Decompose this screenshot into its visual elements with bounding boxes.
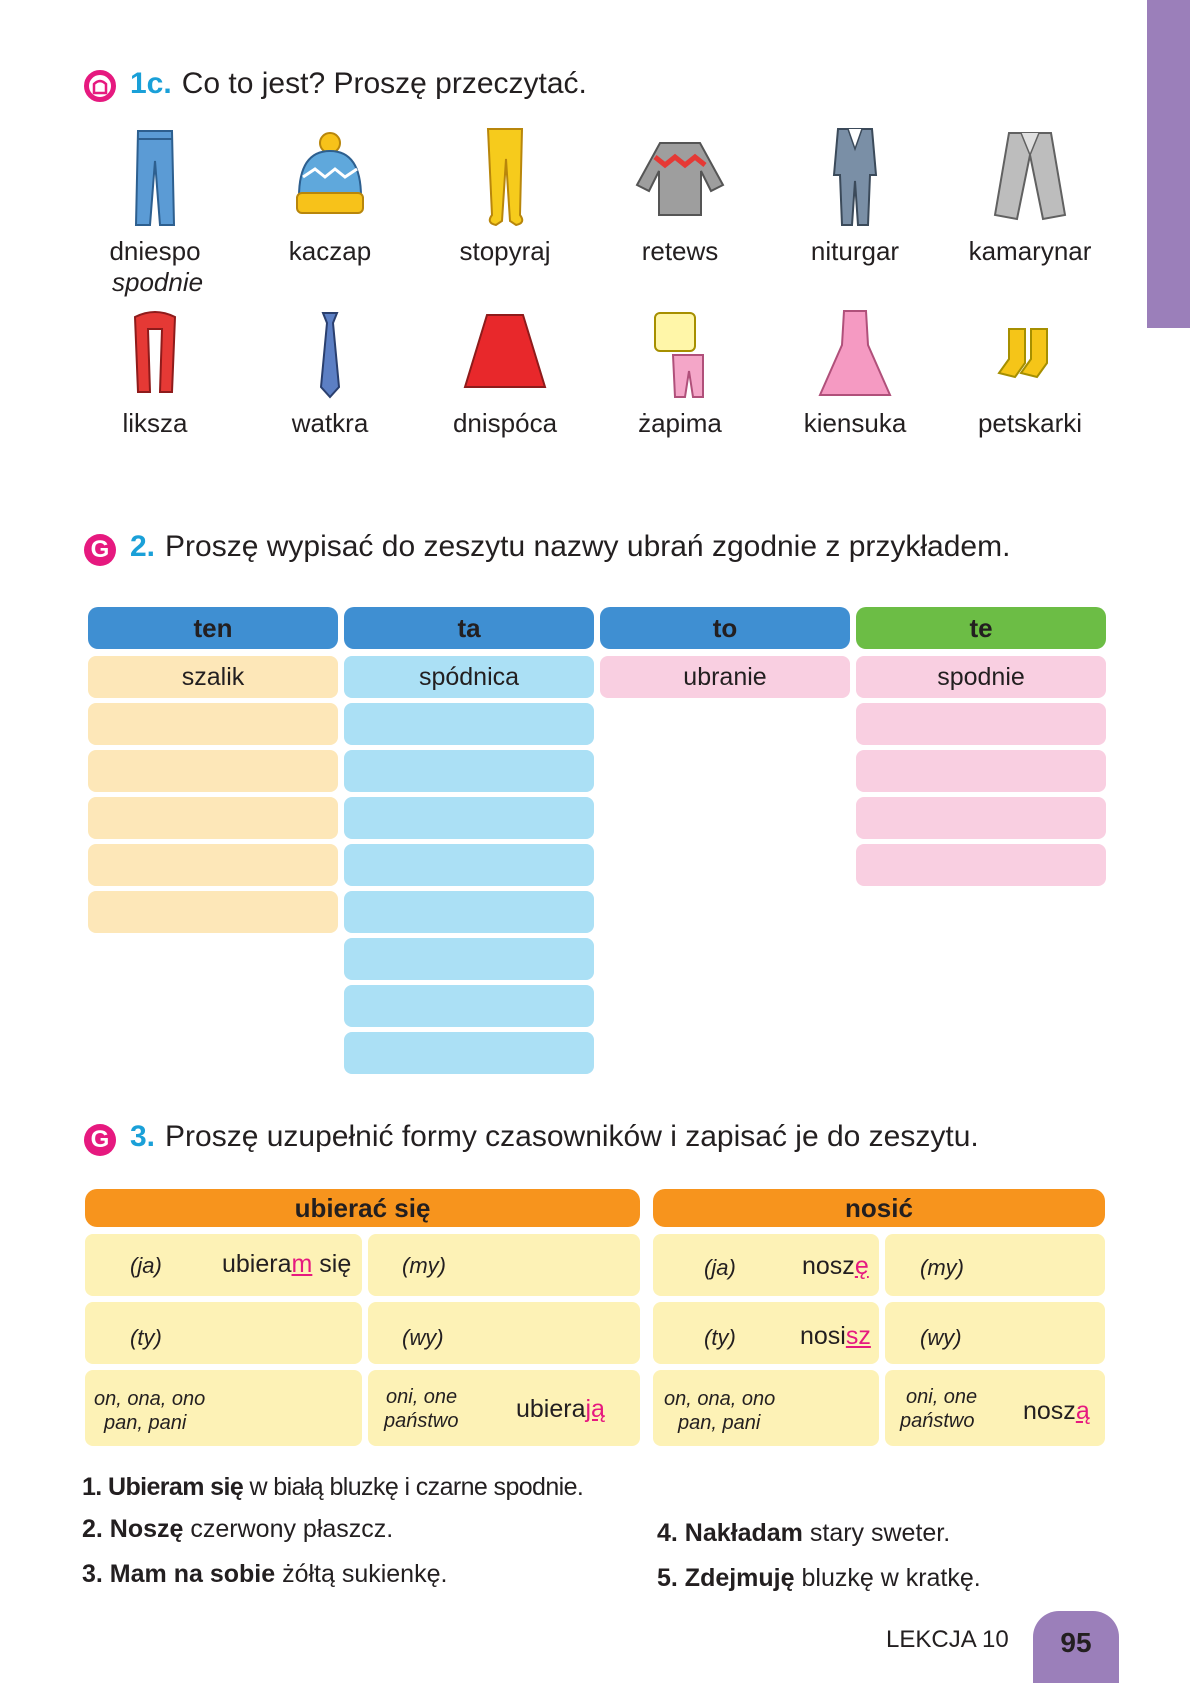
lesson-label: LEKCJA 10 bbox=[886, 1626, 1009, 1653]
sentence-rest: bluzkę w kratkę. bbox=[794, 1564, 981, 1592]
clothing-item bbox=[70, 125, 240, 298]
scrambled-word: kamarynar bbox=[968, 236, 1092, 266]
clothing-item bbox=[245, 307, 415, 439]
jacket-icon bbox=[985, 125, 1075, 230]
sentence-rest: w białą bluzkę i czarne spodnie. bbox=[243, 1473, 584, 1501]
blank-cell-ten[interactable] bbox=[88, 844, 338, 886]
sweater-icon bbox=[625, 125, 735, 230]
exercise-number: 3. bbox=[130, 1120, 156, 1153]
verb-cell-wy[interactable] bbox=[885, 1302, 1105, 1364]
pronoun-line: on, ona, ono bbox=[664, 1388, 776, 1410]
scrambled-word: watkra bbox=[291, 408, 369, 438]
blank-cell-te[interactable] bbox=[856, 750, 1106, 792]
scrambled-word: stopyraj bbox=[459, 236, 551, 266]
pronoun-ja: (ja) bbox=[130, 1253, 162, 1278]
blank-cell-te[interactable] bbox=[856, 844, 1106, 886]
verb-ending: ją bbox=[585, 1395, 605, 1423]
pronoun-line: on, ona, ono bbox=[94, 1388, 206, 1410]
sentence-rest: stary sweter. bbox=[802, 1519, 951, 1547]
blank-cell-ten[interactable] bbox=[88, 797, 338, 839]
pronoun-wy: (wy) bbox=[402, 1325, 444, 1350]
scrambled-word: dnispóca bbox=[452, 408, 558, 438]
verb-stem: nosi bbox=[800, 1322, 846, 1350]
blank-cell-ten[interactable] bbox=[88, 750, 338, 792]
blank-cell-ta[interactable] bbox=[344, 938, 594, 980]
pyjamas-icon bbox=[635, 307, 725, 402]
example-sentence-2 bbox=[82, 1515, 393, 1544]
exercise-3-title bbox=[130, 1120, 979, 1154]
clothing-item bbox=[420, 125, 590, 267]
verb-stem: nosz bbox=[802, 1252, 855, 1280]
scrambled-word: kaczap bbox=[288, 236, 372, 266]
pronoun-my: (my) bbox=[402, 1253, 446, 1278]
pronoun-line: oni, one bbox=[386, 1386, 458, 1408]
clothing-item bbox=[595, 307, 765, 439]
page-number: 95 bbox=[1033, 1611, 1119, 1683]
verb-ending: ę bbox=[854, 1252, 869, 1280]
pronoun-line: państwo bbox=[384, 1410, 459, 1432]
pronoun-ja: (ja) bbox=[704, 1255, 736, 1280]
sentence-verb: 5. Zdejmuję bbox=[657, 1564, 795, 1592]
jeans-icon bbox=[110, 125, 200, 230]
scrambled-word: petskarki bbox=[977, 408, 1083, 438]
header-to: to bbox=[600, 607, 850, 649]
pronoun-ty: (ty) bbox=[704, 1325, 736, 1350]
clothing-item bbox=[770, 307, 940, 439]
blank-cell-ten[interactable] bbox=[88, 891, 338, 933]
clothing-item bbox=[945, 307, 1115, 439]
suit-icon bbox=[810, 125, 900, 230]
clothing-item bbox=[420, 307, 590, 439]
pronoun-on bbox=[94, 1387, 205, 1435]
exercise-instruction: Co to jest? Proszę przeczytać. bbox=[181, 67, 587, 100]
blank-cell-ta[interactable] bbox=[344, 985, 594, 1027]
verb-stem: ubiera bbox=[222, 1250, 292, 1278]
exercise-2-title bbox=[130, 530, 1010, 564]
scrambled-word: dniespo bbox=[109, 236, 201, 266]
socks-icon bbox=[985, 307, 1075, 402]
blank-cell-ten[interactable] bbox=[88, 703, 338, 745]
blank-cell-ta[interactable] bbox=[344, 750, 594, 792]
clothing-item bbox=[945, 125, 1115, 267]
example-sentence-3 bbox=[82, 1560, 447, 1589]
pronoun-my: (my) bbox=[920, 1255, 964, 1280]
blank-cell-ta[interactable] bbox=[344, 891, 594, 933]
scrambled-word: liksza bbox=[122, 408, 188, 438]
sentence-verb: 2. Noszę bbox=[82, 1515, 184, 1543]
scrambled-word: kiensuka bbox=[803, 408, 907, 438]
blank-cell-te[interactable] bbox=[856, 797, 1106, 839]
grammar-icon: G bbox=[84, 1124, 116, 1156]
example-te: spodnie bbox=[856, 656, 1106, 698]
tights-icon bbox=[460, 125, 550, 230]
scrambled-word: niturgar bbox=[810, 236, 900, 266]
verb-ending: ą bbox=[1075, 1397, 1090, 1425]
pronoun-line: oni, one bbox=[906, 1386, 978, 1408]
example-sentence-5 bbox=[657, 1564, 981, 1593]
scarf-icon bbox=[110, 307, 200, 402]
example-sentence-1 bbox=[82, 1473, 583, 1502]
grammar-icon: G bbox=[84, 534, 116, 566]
verb-form-ja bbox=[802, 1252, 869, 1281]
scrambled-word: retews bbox=[641, 236, 719, 266]
header-te: te bbox=[856, 607, 1106, 649]
pronoun-ty: (ty) bbox=[130, 1325, 162, 1350]
exercise-1c-title bbox=[130, 67, 587, 101]
example-to: ubranie bbox=[600, 656, 850, 698]
blank-cell-ta[interactable] bbox=[344, 1032, 594, 1074]
verb-form-oni bbox=[516, 1395, 605, 1424]
verb-cell-ty[interactable] bbox=[85, 1302, 362, 1364]
verb-ending: m bbox=[291, 1250, 313, 1278]
reading-icon bbox=[84, 70, 116, 102]
clothing-item bbox=[770, 125, 940, 267]
blank-cell-te[interactable] bbox=[856, 703, 1106, 745]
verb-form-ty bbox=[800, 1322, 871, 1351]
tie-icon bbox=[285, 307, 375, 402]
chapter-side-tab bbox=[1147, 0, 1190, 328]
verb-title: nosić bbox=[653, 1189, 1105, 1227]
pronoun-oni bbox=[900, 1385, 977, 1433]
sentence-verb: 4. Nakładam bbox=[657, 1519, 803, 1547]
pronoun-on bbox=[664, 1387, 775, 1435]
sentence-verb: 1. Ubieram się bbox=[82, 1473, 244, 1501]
header-ta: ta bbox=[344, 607, 594, 649]
verb-stem: nosz bbox=[1023, 1397, 1076, 1425]
sentence-rest: czerwony płaszcz. bbox=[183, 1515, 394, 1543]
verb-form-ja bbox=[222, 1250, 351, 1279]
verb-stem: ubiera bbox=[516, 1395, 586, 1423]
verb-reflexive: się bbox=[312, 1250, 352, 1278]
sentence-rest: żółtą sukienkę. bbox=[275, 1560, 448, 1588]
clothing-item bbox=[70, 307, 240, 439]
blank-cell-ta[interactable] bbox=[344, 703, 594, 745]
clothing-item bbox=[245, 125, 415, 267]
dress-icon bbox=[810, 307, 900, 402]
sentence-verb: 3. Mam na sobie bbox=[82, 1560, 276, 1588]
exercise-instruction: Proszę wypisać do zeszytu nazwy ubrań zgodnie z przykładem. bbox=[165, 530, 1011, 563]
pronoun-oni bbox=[384, 1385, 459, 1433]
exercise-number: 1c. bbox=[130, 67, 172, 100]
clothing-item bbox=[595, 125, 765, 267]
scrambled-word: żapima bbox=[638, 408, 722, 438]
pronoun-line: pan, pani bbox=[678, 1412, 761, 1434]
example-ten: szalik bbox=[88, 656, 338, 698]
blank-cell-ta[interactable] bbox=[344, 844, 594, 886]
verb-ending: sz bbox=[845, 1322, 871, 1350]
verb-title: ubierać się bbox=[85, 1189, 640, 1227]
pronoun-line: pan, pani bbox=[104, 1412, 187, 1434]
verb-form-oni bbox=[1023, 1397, 1090, 1426]
verb-cell-my[interactable] bbox=[885, 1234, 1105, 1296]
beanie-icon bbox=[285, 125, 375, 230]
example-ta: spódnica bbox=[344, 656, 594, 698]
pronoun-line: państwo bbox=[900, 1410, 975, 1432]
blank-cell-ta[interactable] bbox=[344, 797, 594, 839]
exercise-number: 2. bbox=[130, 530, 156, 563]
exercise-instruction: Proszę uzupełnić formy czasowników i zapisać je do zeszytu. bbox=[165, 1120, 979, 1153]
answer-word: spodnie bbox=[112, 267, 204, 297]
header-ten: ten bbox=[88, 607, 338, 649]
example-sentence-4 bbox=[657, 1519, 950, 1548]
skirt-icon bbox=[455, 307, 555, 402]
pronoun-wy: (wy) bbox=[920, 1325, 962, 1350]
